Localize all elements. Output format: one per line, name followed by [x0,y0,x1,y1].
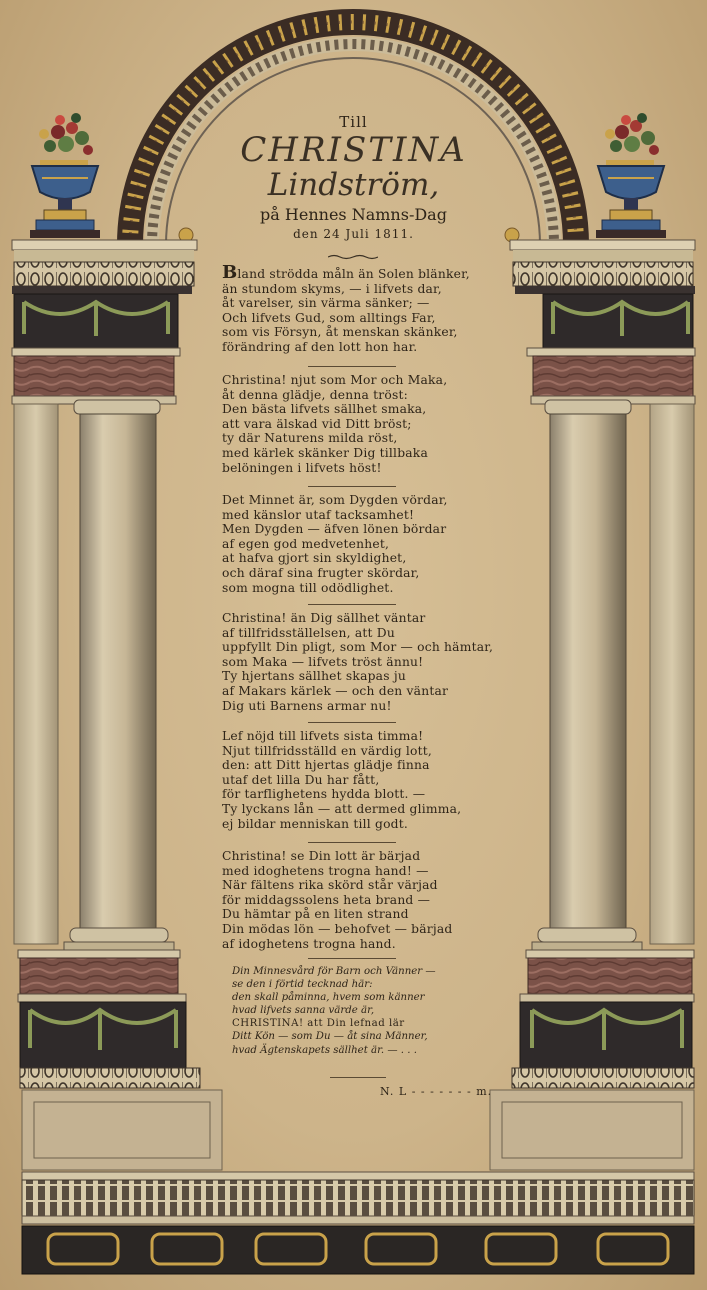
verse-line: När fältens rika skörd står värjad [222,878,438,893]
verse-line: Dig uti Barnens armar nu! [222,698,392,713]
verse-line: Lef nöjd till lifvets sista timma! [222,729,424,743]
verse-line: än stundom skyms, — i lifvets dar, [222,281,442,296]
verse-line: Du hämtar på en liten strand [222,907,409,922]
left-pilaster [14,404,58,944]
verse-line: förändring af den lott hon har. [222,339,418,354]
verse-line: åt denna glädje, denna tröst: [222,387,408,402]
verse-line: åt varelser, sin värma sänker; — [222,296,430,311]
left-urn [30,113,100,238]
title-name: CHRISTINA [240,130,467,170]
verse-line: belöningen i lifvets höst! [222,460,382,475]
verse-line: som mogna till odödlighet. [222,580,394,595]
title-date: den 24 Juli 1811. [293,227,414,241]
title-surname: Lindström, [267,167,440,203]
left-pedestal [18,950,222,1170]
verse-line: Njut tillfridsställd en värdig lott, [222,743,433,758]
stanza-1 [222,262,522,355]
verse-line: Ty lyckans lån — att dermed glimma, [222,801,462,816]
stanza-2 [222,373,522,475]
left-entablature [12,240,197,404]
closing-divider [330,1077,386,1078]
verse-line: Din Minnesvård för Barn och Vänner — [232,966,436,977]
title-flourish [328,254,378,260]
stanza-6 [222,849,522,951]
verse-line: Bland strödda måln än Solen blänker, [222,262,470,283]
verse-line: af tillfridsställelsen, att Du [222,625,395,640]
verse-line: för tarflighetens hydda blott. — [222,787,426,802]
verse-line: Ty hjertans sällhet skapas ju [222,669,406,684]
verse-line: ej bildar menniskan till godt. [222,816,409,831]
verse-line: Och lifvets Gud, som alltings Far, [222,310,436,325]
verse-line: den skall påminna, hvem som känner [232,992,425,1004]
stanza-5 [222,729,522,831]
stanza-divider [308,604,396,605]
verse-line: med känslor utaf tacksamhet! [222,507,415,522]
verse-line: Ditt Kön — som Du — åt sina Männer, [232,1031,428,1043]
stanza-divider [308,486,396,487]
verse-line: ty där Naturens milda röst, [222,431,398,446]
title-till: Till [339,113,368,131]
verse-line: at hafva gjort sin skyldighet, [222,551,407,566]
verse-line: att vara älskad vid Ditt bröst; [222,416,412,431]
stanza-divider [308,958,396,959]
stanza-divider [308,842,396,843]
verse-line: af idoghetens trogna hand. [222,936,396,951]
verse-line: Christina! se Din lott är bärjad [222,849,421,863]
left-column [64,400,174,950]
verse-line: Den bästa lifvets sällhet smaka, [222,402,427,417]
verse-line: utaf det lilla Du har fått, [222,772,380,787]
verse-line: med idoghetens trogna hand! — [222,863,429,878]
stanza-4 [222,611,522,713]
signature: N. L - - - - - - - m. [380,1085,493,1098]
verse-line: och däraf sina frugter skördar, [222,565,420,580]
stanza-divider [308,366,396,367]
stanza-3 [222,493,522,595]
verse-line: som vis Försyn, åt menskan skänker, [222,325,458,340]
base-bands [22,1172,694,1274]
right-entablature [510,240,695,404]
verse-line: hvad lifvets sanna värde är, [232,1005,375,1017]
verse-line: af Makars kärlek — och den väntar [222,683,449,698]
verse-line: CHRISTINA! att Din lefnad lär [232,1018,405,1030]
verse-line: Men Dygden — äfven lönen bördar [222,522,447,537]
verse-line: hvad Ägtenskapets sällhet är. — . . . [232,1044,417,1056]
verse-line: Din mödas lön — behofvet — bärjad [222,921,453,936]
closing-stanza [232,965,522,1057]
right-pilaster [650,404,694,944]
verse-line: för middagssolens heta brand — [222,892,431,907]
verse-line: med kärlek skänker Dig tillbaka [222,445,428,460]
verse-line: den: att Ditt hjertas glädje finna [222,758,430,773]
verse-line: af egen god medvetenhet, [222,536,390,551]
verse-line: Christina! än Dig sällhet väntar [222,611,426,625]
verse-line: uppfyllt Din pligt, som Mor — och hämtar, [222,640,494,655]
stanza-divider [308,722,396,723]
right-urn [596,113,666,238]
verse-line: Christina! njut som Mor och Maka, [222,373,448,387]
verse-line: som Maka — lifvets tröst ännu! [222,654,424,669]
right-column [532,400,642,950]
title-block [200,112,507,242]
title-occasion: på Hennes Namns-Dag [260,205,447,224]
verse-line: Det Minnet är, som Dygden vördar, [222,493,448,507]
verse-line: se den i förtid tecknad här: [232,979,373,991]
